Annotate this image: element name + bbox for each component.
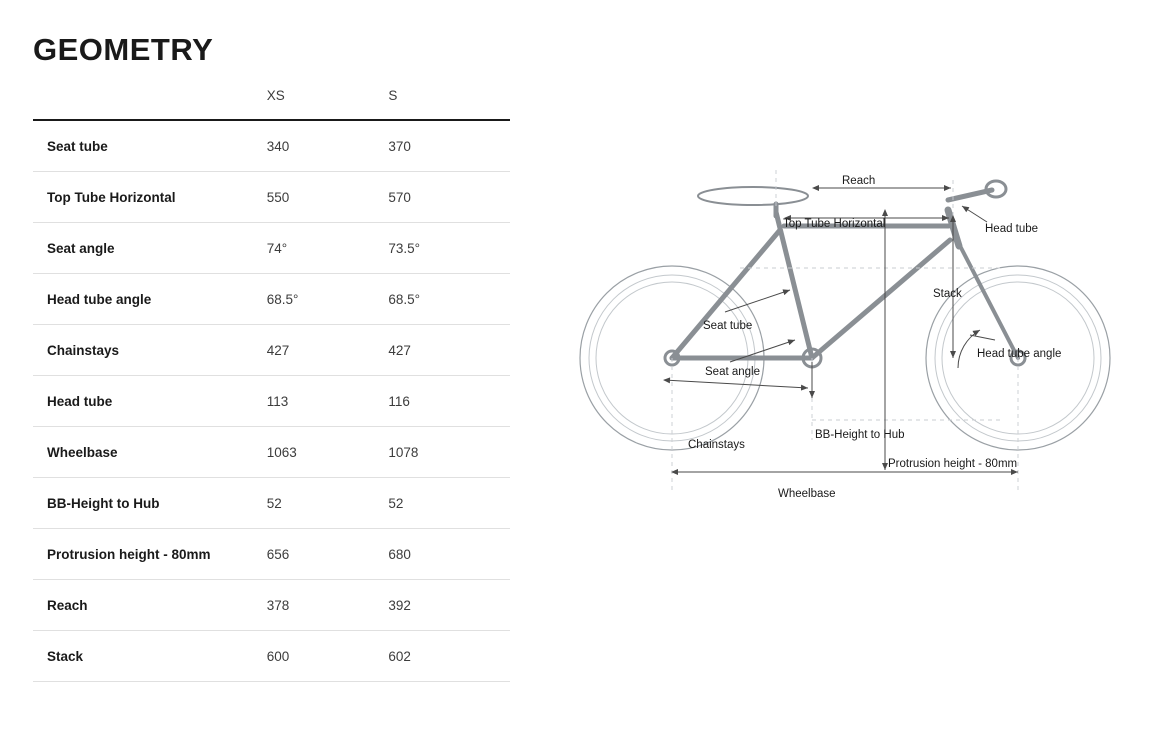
saddle-icon xyxy=(698,187,808,216)
head-tube-leader xyxy=(962,206,987,222)
row-value-xs: 600 xyxy=(267,631,389,682)
label-seat-angle: Seat angle xyxy=(705,366,760,378)
table-row xyxy=(33,120,510,172)
row-label: Seat angle xyxy=(33,223,267,274)
row-value-xs: 378 xyxy=(267,580,389,631)
table-row xyxy=(33,223,510,274)
column-header-s: S xyxy=(388,88,398,103)
page-title: GEOMETRY xyxy=(33,32,214,67)
row-label: Chainstays xyxy=(33,325,267,376)
table-row xyxy=(33,325,510,376)
column-header-xs: XS xyxy=(266,88,285,103)
row-value-xs: 68.5° xyxy=(267,274,389,325)
table-row xyxy=(33,376,510,427)
row-value-s: 427 xyxy=(388,325,510,376)
row-value-s: 52 xyxy=(388,478,510,529)
row-value-s: 370 xyxy=(388,120,510,172)
label-protrusion-height: Protrusion height - 80mm xyxy=(888,458,1018,470)
row-value-s: 73.5° xyxy=(388,223,510,274)
table-header-row xyxy=(33,88,510,120)
label-stack: Stack xyxy=(933,288,962,300)
label-chainstays: Chainstays xyxy=(688,439,745,451)
row-value-xs: 550 xyxy=(267,172,389,223)
table-row xyxy=(33,172,510,223)
row-label: Head tube xyxy=(33,376,267,427)
row-value-s: 570 xyxy=(388,172,510,223)
row-label: Wheelbase xyxy=(33,427,267,478)
row-value-s: 68.5° xyxy=(388,274,510,325)
row-label: Top Tube Horizontal xyxy=(33,172,267,223)
label-top-tube-horizontal: Top Tube Horizontal xyxy=(783,218,886,230)
row-label: Head tube angle xyxy=(33,274,267,325)
row-label: Stack xyxy=(33,631,267,682)
table-row xyxy=(33,274,510,325)
row-label: BB-Height to Hub xyxy=(33,478,267,529)
row-value-s: 116 xyxy=(388,376,510,427)
row-value-s: 602 xyxy=(388,631,510,682)
seat-tube-leader xyxy=(725,290,790,312)
label-bb-height-to-hub: BB-Height to Hub xyxy=(815,429,905,441)
table-body xyxy=(33,120,510,682)
table-row xyxy=(33,631,510,682)
label-head-tube-angle: Head tube angle xyxy=(977,348,1062,360)
table-row xyxy=(33,529,510,580)
chainstays-dimension-line xyxy=(664,380,808,388)
label-head-tube: Head tube xyxy=(985,223,1039,235)
row-value-xs: 74° xyxy=(267,223,389,274)
row-value-xs: 340 xyxy=(267,120,389,172)
table-row xyxy=(33,427,510,478)
row-label: Reach xyxy=(33,580,267,631)
row-value-xs: 113 xyxy=(267,376,389,427)
geometry-table xyxy=(33,88,510,682)
label-wheelbase: Wheelbase xyxy=(778,488,836,500)
table-row xyxy=(33,580,510,631)
bike-geometry-diagram xyxy=(540,140,1160,540)
head-tube-angle-leader xyxy=(970,335,995,340)
label-seat-tube: Seat tube xyxy=(703,320,753,332)
row-value-xs: 427 xyxy=(267,325,389,376)
row-label: Seat tube xyxy=(33,120,267,172)
label-reach: Reach xyxy=(842,175,876,187)
row-value-xs: 52 xyxy=(267,478,389,529)
table-header xyxy=(33,88,510,120)
table-row xyxy=(33,478,510,529)
bicycle-frame-icon xyxy=(672,210,1018,358)
column-header-measure xyxy=(33,88,267,120)
row-value-xs: 1063 xyxy=(267,427,389,478)
row-value-s: 680 xyxy=(388,529,510,580)
row-value-s: 392 xyxy=(388,580,510,631)
row-value-s: 1078 xyxy=(388,427,510,478)
handlebar-icon xyxy=(948,181,1006,200)
row-value-xs: 656 xyxy=(267,529,389,580)
row-label: Protrusion height - 80mm xyxy=(33,529,267,580)
